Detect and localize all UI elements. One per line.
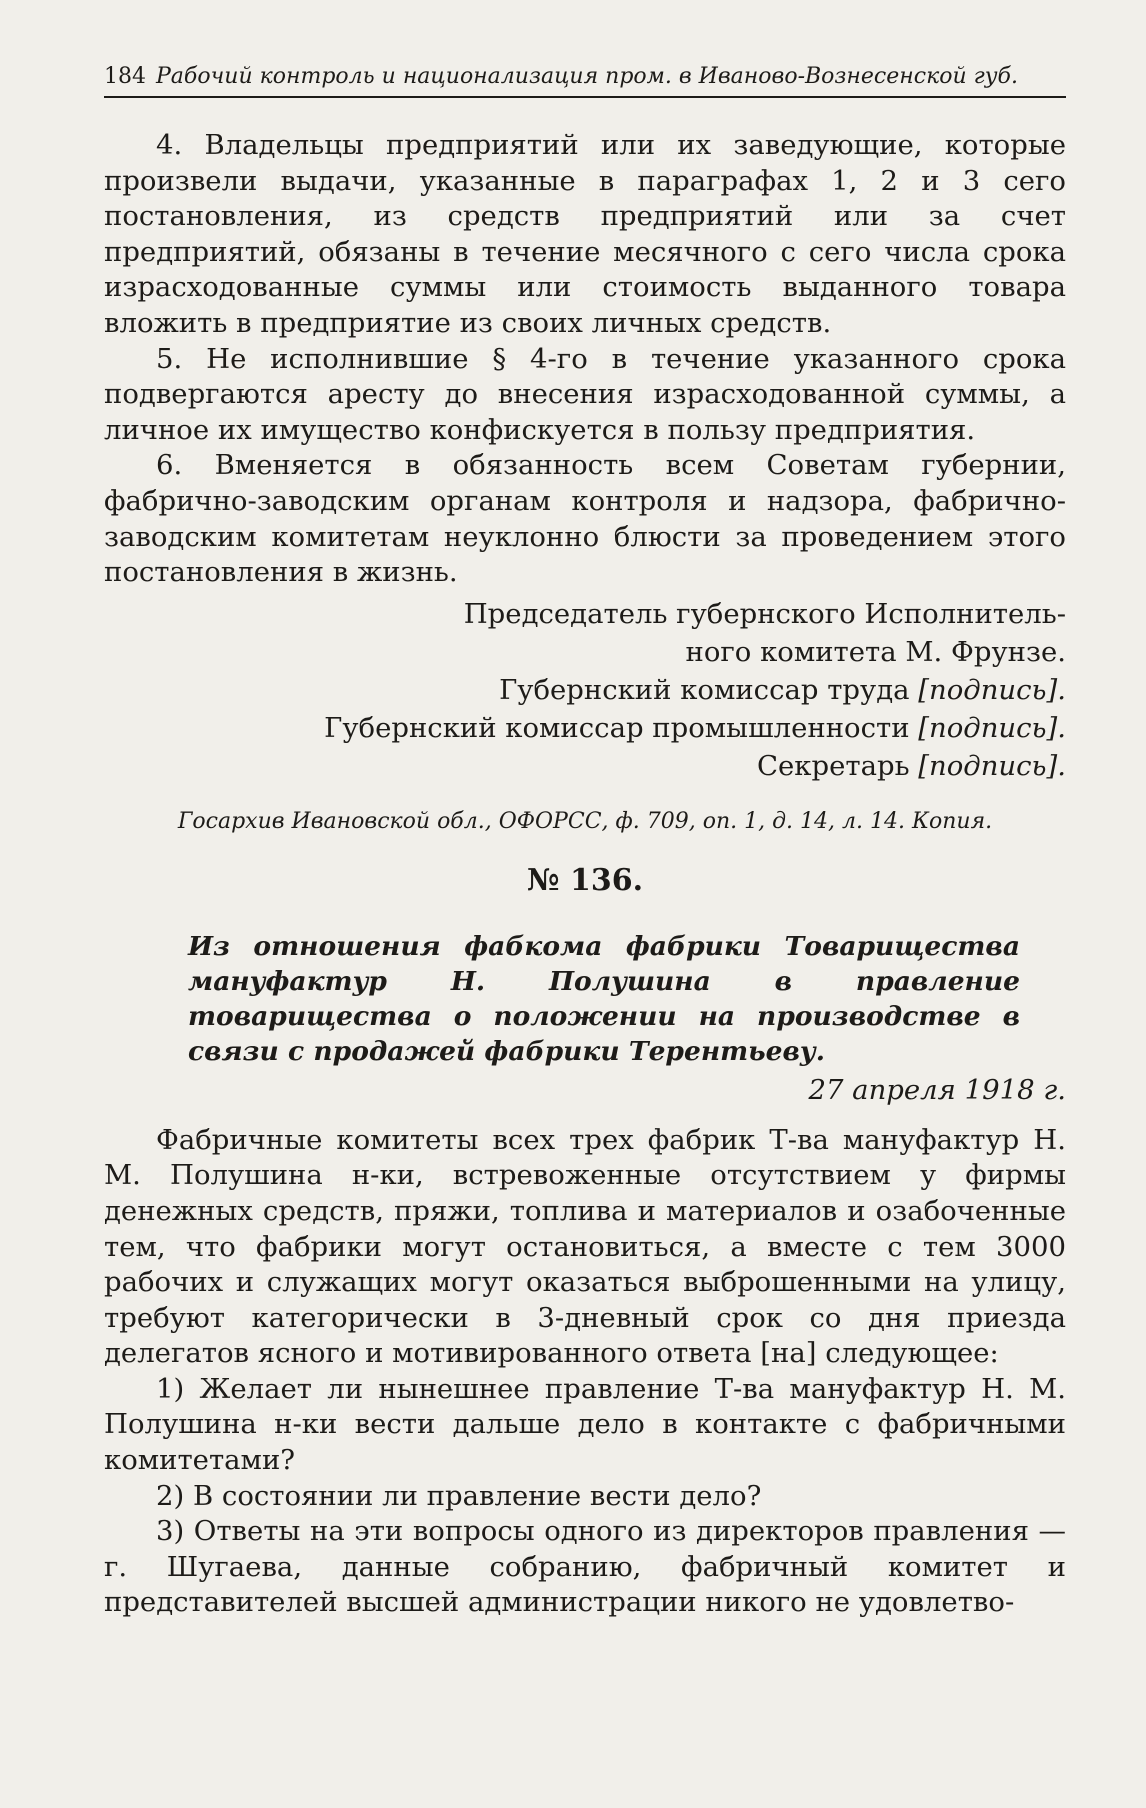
document-date: 27 апреля 1918 г. bbox=[808, 1073, 1066, 1106]
secretary-signature bbox=[104, 747, 1066, 785]
list-item-text: 1) Желает ли нынешнее правление Т-ва мануфактур Н. М. Полушина н-ки вести дальше дело в контакте с фабричными комитетами? bbox=[104, 1372, 1066, 1477]
labor-commissar-signature bbox=[104, 671, 1066, 709]
list-item bbox=[104, 1479, 1066, 1515]
industry-commissar-signature bbox=[104, 709, 1066, 747]
chairman-signature bbox=[104, 595, 1066, 671]
labor-commissar-title: Губернский комиссар труда bbox=[499, 673, 910, 706]
paragraph: Фабричные комитеты всех трех фабрик Т-ва мануфактур Н. М. Полушина н-ки, встревоженные отсутствием у фирмы денежных средств, пряжи, топлива и материалов и озабоченные тем, что фабрики могут остановиться, а вместе с тем 3000 рабочих и служащих могут оказаться выброшенными на улицу, требуют категорически в 3-дневный срок со дня приезда делегатов ясного и мотивированного ответа [на] следующее: bbox=[104, 1123, 1066, 1370]
paragraph: 6. Вменяется в обязанность всем Советам губернии, фабрично-заводским органам контроля и надзора, фабрично-заводским комитетам неуклонно блюсти за проведением этого постановления в жизнь. bbox=[104, 449, 1066, 589]
decree-text bbox=[104, 128, 1066, 591]
list-item-text: 2) В состоянии ли правление вести дело? bbox=[156, 1479, 762, 1512]
paragraph: 4. Владельцы предприятий или их заведующие, которые произвели выдачи, указанные в параграфах 1, 2 и 3 сего постановления, из средств предприятий или за счет предприятий, обязаны в течение месячного с сего числа срока израсходованные суммы или стоимость выданного товара вложить в предприятие из своих личных средств. bbox=[104, 129, 1066, 339]
list-item bbox=[104, 1372, 1066, 1479]
signature-mark: [подпись]. bbox=[918, 673, 1066, 706]
paragraph: 5. Не исполнившие § 4-го в течение указанного срока подвергаются аресту до внесения израсходованной суммы, а личное их имущество конфискуется в пользу предприятия. bbox=[104, 342, 1066, 446]
document-heading: Из отношения фабкома фабрики Товарищества мануфактур Н. Полушина в правление товарищества о положении на производстве в связи с продажей фабрики Терентьеву. bbox=[188, 930, 1020, 1067]
signature-mark: [подпись]. bbox=[918, 711, 1066, 744]
list-item bbox=[104, 1514, 1066, 1621]
industry-commissar-title: Губернский комиссар промышленности bbox=[324, 711, 910, 744]
archive-reference: Госархив Ивановской обл., ОФОРСС, ф. 709, оп. 1, д. 14, л. 14. Копия. bbox=[177, 808, 993, 834]
chairman-line-2: ного комитета М. Фрунзе. bbox=[685, 635, 1066, 668]
document-number: № 136. bbox=[526, 862, 644, 898]
secretary-title: Секретарь bbox=[756, 749, 910, 782]
signature-block bbox=[104, 595, 1066, 785]
signature-mark: [подпись]. bbox=[918, 749, 1066, 782]
running-title: Рабочий контроль и национализация пром. в Иваново-Вознесенской губ. bbox=[156, 64, 1018, 89]
list-item-text: 3) Ответы на эти вопросы одного из директоров правления — г. Шугаева, данные собранию, фабричный комитет и представителей высшей администрации никого не удовлетво- bbox=[104, 1515, 1066, 1619]
letter-text bbox=[104, 1123, 1066, 1621]
chairman-line-1: Председатель губернского Исполнитель- bbox=[463, 597, 1066, 630]
running-header bbox=[104, 62, 1066, 98]
page-number: 184 bbox=[104, 64, 146, 89]
